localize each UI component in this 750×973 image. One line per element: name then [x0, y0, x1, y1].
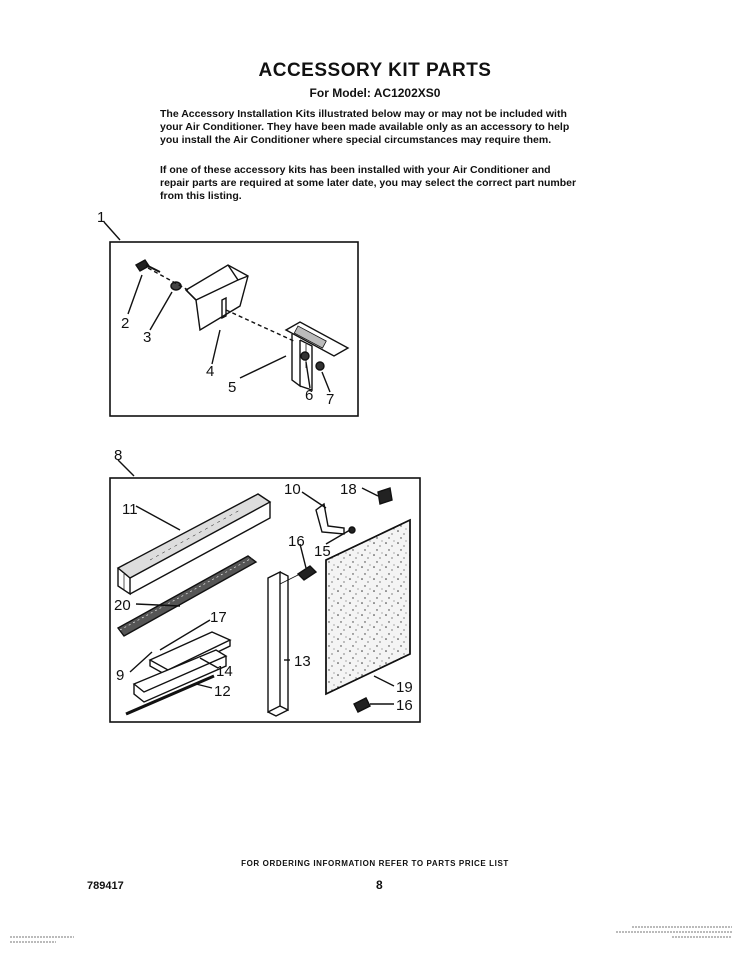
callout-7: 7 [326, 391, 335, 408]
callout-6: 6 [305, 387, 314, 404]
mounting-bracket-part [286, 322, 348, 390]
callout-13: 13 [294, 653, 311, 670]
callout-15: 15 [314, 543, 331, 560]
callout-20: 20 [114, 597, 131, 614]
model-subtitle: For Model: AC1202XS0 [309, 86, 441, 100]
callout-4: 4 [206, 363, 215, 380]
callout-12: 12 [214, 683, 231, 700]
callout-9: 9 [116, 667, 125, 684]
callout-5: 5 [228, 379, 237, 396]
callout-17: 17 [210, 609, 227, 626]
vertical-post-part [268, 572, 288, 716]
screw-16b-part [354, 698, 370, 712]
callout-2: 2 [121, 315, 130, 332]
page-number: 8 [376, 878, 383, 892]
lock-screw-part [316, 362, 324, 370]
screw-part [136, 260, 160, 272]
kit-2-number: 8 [114, 447, 123, 464]
pad-part [378, 488, 392, 504]
callout-16-top: 16 [288, 533, 305, 550]
intro-paragraph-2: If one of these accessory kits has been installed with your Air Conditioner and repair parts are required at some later date, you may select the correct part number from this listing. [160, 164, 577, 202]
callout-18: 18 [340, 481, 357, 498]
callout-10: 10 [284, 481, 301, 498]
callout-14: 14 [216, 663, 233, 680]
insulation-panel-part [326, 520, 410, 694]
document-number: 789417 [87, 880, 124, 892]
callout-3: 3 [143, 329, 152, 346]
bracket-cover-part [186, 265, 248, 330]
kit-2-diagram [110, 460, 420, 722]
callout-16-bottom: 16 [396, 697, 413, 714]
callout-11: 11 [122, 501, 138, 518]
intro-paragraph-1: The Accessory Installation Kits illustrated below may or may not be included with your Air Conditioner. They have been made available only as an accessory to help you install the Air Conditioner where special circumstances may require them. [160, 108, 570, 146]
nut-part [301, 352, 309, 360]
ordering-note: FOR ORDERING INFORMATION REFER TO PARTS PRICE LIST [241, 859, 509, 868]
callout-19: 19 [396, 679, 413, 696]
page-title: ACCESSORY KIT PARTS [258, 60, 492, 81]
clip-bracket-part [316, 504, 355, 534]
kit-1-number: 1 [97, 209, 106, 226]
fineprint-right-marks [612, 924, 736, 940]
fineprint-left-marks [8, 934, 78, 948]
